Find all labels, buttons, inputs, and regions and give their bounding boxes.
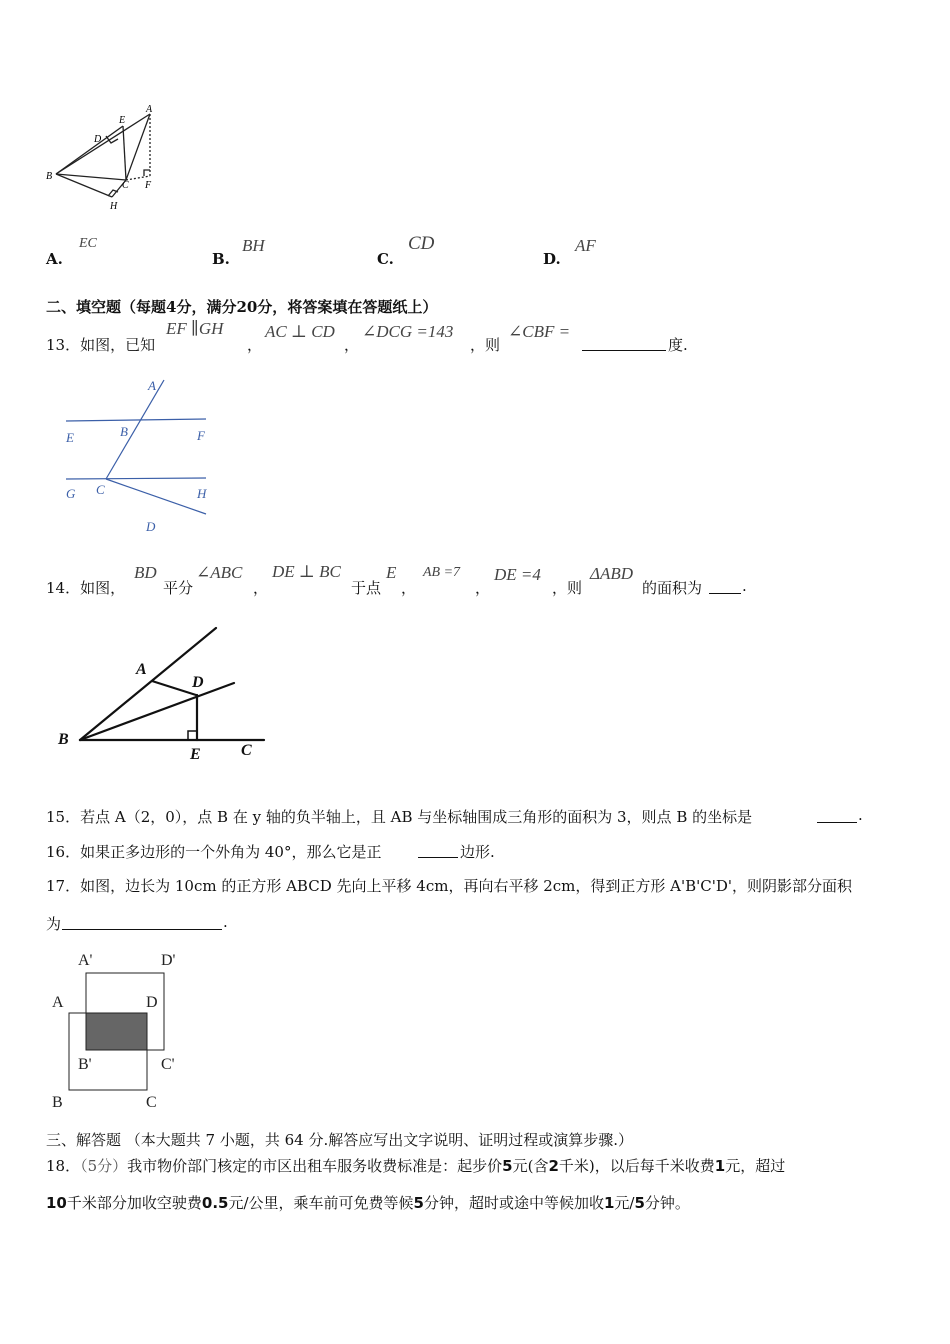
fig12-label-a: A <box>146 104 153 115</box>
fig12-label-d: D <box>94 134 102 145</box>
figure-q14 <box>46 622 272 764</box>
fig14-label-b: B <box>58 731 69 748</box>
q14-sep: ， <box>475 579 491 597</box>
figure-q17 <box>44 946 194 1116</box>
fig14-label-a: A <box>136 661 147 678</box>
q17-answer-blank[interactable] <box>62 913 222 930</box>
figure-q13 <box>60 376 220 538</box>
q16-suffix: 边形. <box>460 843 495 861</box>
fig13-label-a: A <box>148 378 156 393</box>
fig14-label-e: E <box>190 746 201 763</box>
option-letter: C. <box>377 250 394 268</box>
q13-answer-blank[interactable] <box>582 334 666 351</box>
q18-number: 18． <box>46 1157 81 1175</box>
fig17-label-a-prime: A' <box>78 952 93 969</box>
q14-math-bd: BD <box>134 563 157 582</box>
q16-answer-blank[interactable] <box>418 841 458 858</box>
q13-math-parallel: EF ∥GH <box>166 319 224 338</box>
q14-suffix: . <box>742 577 747 595</box>
fig13-label-d: D <box>146 519 156 534</box>
q14-math-e: E <box>386 563 397 582</box>
q17-line-1: 17．如图，边长为 10cm 的正方形 ABCD 先向上平移 4cm，再向右平移 2cm，得到正方形 A'B'C'D'，则阴影部分面积 <box>46 877 853 895</box>
fig17-label-d-prime: D' <box>161 952 176 969</box>
option-value: BH <box>242 236 265 255</box>
fig13-label-h: H <box>197 486 207 501</box>
q14-math-triangle: ΔABD <box>590 564 634 583</box>
fig13-label-c: C <box>96 482 105 497</box>
fig13-label-g: G <box>66 486 76 501</box>
question-18-line-2 <box>46 1192 690 1213</box>
q18-text: 千米部分加收空驶费 <box>66 1194 202 1212</box>
fig14-label-c: C <box>241 742 252 759</box>
fig12-label-c: C <box>122 180 129 191</box>
q14-sep: ， <box>253 579 269 597</box>
q17-line-2-prefix: 为 <box>46 915 62 933</box>
q18-num: 5 <box>502 1157 513 1175</box>
q15-text: 15．若点 A（2，0），点 B 在 y 轴的负半轴上，且 AB 与坐标轴围成三角形的面积为 3，则点 B 的坐标是 <box>46 808 753 826</box>
fig12-label-h: H <box>110 201 118 212</box>
q14-math-ab: AB =7 <box>423 565 461 580</box>
fig17-label-c: C <box>146 1094 157 1111</box>
q18-text: 元/公里，乘车前可免费等候 <box>228 1194 414 1212</box>
fig13-label-b: B <box>120 424 128 439</box>
fig17-label-d: D <box>146 994 158 1011</box>
q15-suffix: . <box>858 806 863 824</box>
q18-text: 分钟，超时或途中等候加收 <box>423 1194 604 1212</box>
option-value: AF <box>575 236 596 255</box>
fig17-label-a: A <box>52 994 64 1011</box>
section-3-heading: 三、解答题 （本大题共 7 小题，共 64 分.解答应写出文字说明、证明过程或演算步骤.） <box>46 1131 634 1149</box>
fig17-label-c-prime: C' <box>161 1056 175 1073</box>
q13-math-angle: ∠DCG =143 <box>362 322 454 341</box>
q18-text: 我市物价部门核定的市区出租车服务收费标准是：起步价 <box>127 1157 503 1175</box>
q14-text: 平分 <box>163 579 194 597</box>
q18-num: 5 <box>634 1194 645 1212</box>
q18-num: 2 <box>548 1157 559 1175</box>
option-letter: B. <box>212 250 230 268</box>
fig13-label-f: F <box>197 428 205 443</box>
q15-answer-blank[interactable] <box>817 806 857 823</box>
q18-score: （5分） <box>80 1157 128 1175</box>
figure-q12 <box>44 102 166 214</box>
fig13-label-e: E <box>66 430 74 445</box>
q13-sep: ，则 <box>470 336 501 354</box>
q14-math-abc: ∠ABC <box>196 563 243 582</box>
fig12-label-f: F <box>145 180 152 191</box>
q17-suffix: . <box>223 913 228 931</box>
q18-text: 元(含 <box>512 1157 549 1175</box>
q14-math-de: DE =4 <box>494 565 541 584</box>
q14-answer-blank[interactable] <box>709 577 741 594</box>
question-18-line-1 <box>46 1155 785 1176</box>
fig14-label-d: D <box>192 674 204 691</box>
q13-sep: ， <box>344 336 360 354</box>
q18-num: 5 <box>413 1194 424 1212</box>
q14-sep: ， <box>401 579 417 597</box>
q18-num: 1 <box>603 1194 615 1212</box>
q13-math-perp: AC ⊥ CD <box>265 322 335 341</box>
q14-math-perp: DE ⊥ BC <box>272 562 341 581</box>
q18-num: 0.5 <box>201 1194 229 1212</box>
q14-text: 于点 <box>351 579 382 597</box>
q13-sep: ， <box>247 336 263 354</box>
q13-suffix: 度. <box>668 336 688 354</box>
q14-text: 的面积为 <box>642 579 703 597</box>
q18-text: 千米)，以后每千米收费 <box>558 1157 715 1175</box>
q14-sep: ，则 <box>552 579 583 597</box>
q13-math-target: ∠CBF = <box>508 322 571 341</box>
fig12-label-e: E <box>119 115 126 126</box>
q18-num: 1 <box>714 1157 726 1175</box>
fig17-label-b: B <box>52 1094 63 1111</box>
q18-text: 分钟。 <box>644 1194 690 1212</box>
q16-prefix: 16．如果正多边形的一个外角为 40°，那么它是正 <box>46 843 382 861</box>
q14-prefix: 14．如图， <box>46 579 126 597</box>
option-value: CD <box>408 233 435 254</box>
section-2-heading: 二、填空题（每题4分，满分20分，将答案填在答题纸上） <box>46 298 438 316</box>
q18-text: 元/ <box>614 1194 635 1212</box>
q18-num: 10 <box>46 1194 67 1212</box>
q18-text: 元，超过 <box>725 1157 786 1175</box>
q13-prefix: 13．如图，已知 <box>46 336 156 354</box>
option-letter: D. <box>543 250 561 268</box>
option-value: EC <box>79 236 97 251</box>
option-letter: A. <box>46 250 63 268</box>
fig17-label-b-prime: B' <box>78 1056 92 1073</box>
fig12-label-b: B <box>46 171 53 182</box>
